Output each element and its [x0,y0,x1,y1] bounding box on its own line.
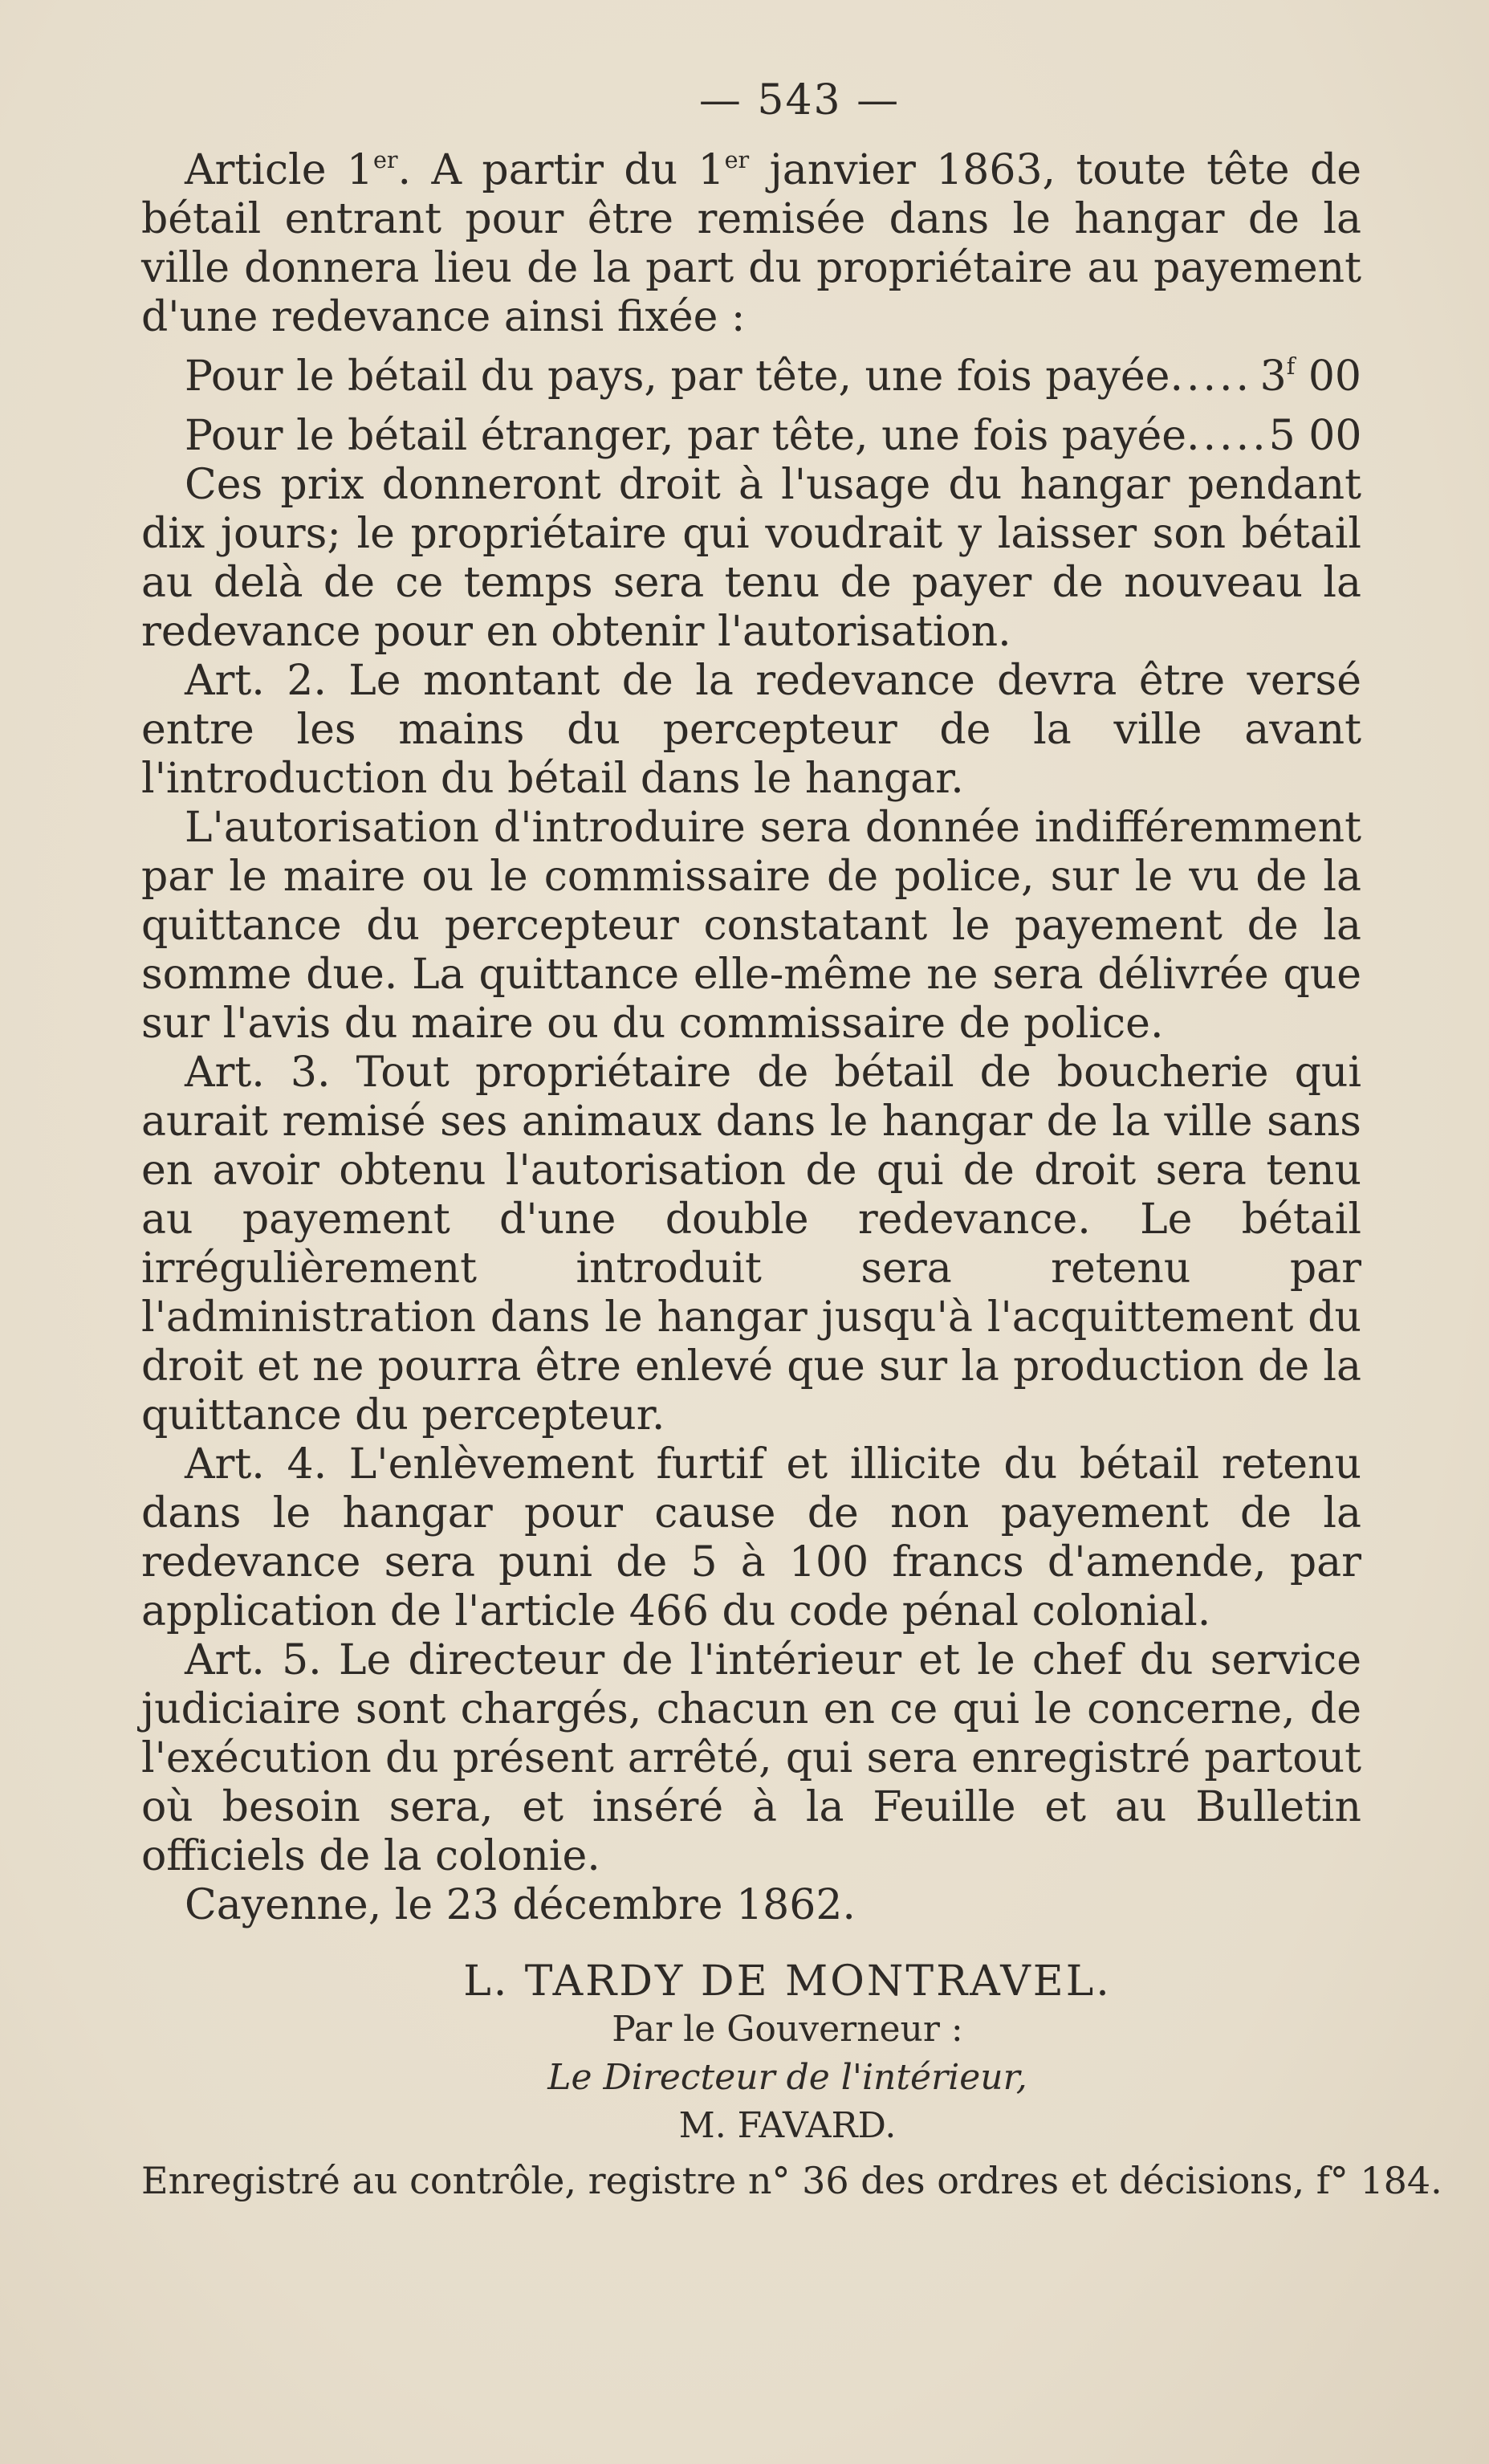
article-1-paragraph [141,136,1361,342]
paragraph-autorisation: L'autorisation d'introduire sera donnée indifféremment par le maire ou le commissaire de police, sur le vu de la quittance du percepteur constatant le payement de la somme due. La quittance elle-même ne sera délivrée que sur l'avis du maire ou du commissaire de police. [141,804,1361,1049]
fee-dots: ..... [1186,412,1269,461]
fee-amount-sup: f [1286,352,1296,381]
article-1-sup-2: er [724,146,750,173]
fee-description: Pour le bétail étranger, par tête, une fois payée [185,412,1186,461]
fee-amount-decimals: 00 [1295,412,1362,461]
paragraph-date: Cayenne, le 23 décembre 1862. [185,1881,856,1930]
fee-amount [1269,401,1362,461]
fee-dots: ..... [1170,352,1253,401]
text-block [141,76,1442,2205]
article-1-prefix: Article 1 [185,146,373,195]
enregistrement-note: Enregistré au contrôle, registre n° 36 des ordres et décisions, f° 184. [141,2159,1442,2203]
governor-signature: L. TARDY DE MONTRAVEL. [463,1957,1112,2006]
page-number-header: — 543 — [698,76,901,124]
par-le-gouverneur: Par le Gouverneur : [612,2009,963,2051]
paragraph-article-5: Art. 5. Le directeur de l'intérieur et le chef du service judiciaire sont chargés, chacun en ce qui le concerne, de l'exécution du présent arrêté, qui sera enregistré partout où besoin sera, et inséré à la Feuille et au Bulletin officiels de la colonie. [141,1636,1361,1881]
paragraph-article-4: Art. 4. L'enlèvement furtif et illicite du bétail retenu dans le hangar pour cause de non payement de la redevance sera puni de 5 à 100 francs d'amende, par application de l'article 466 du code pénal colonial. [141,1440,1361,1636]
director-name: M. FAVARD. [678,2105,897,2147]
article-1-rest: janvier 1863, toute tête de bétail entrant pour être remisée dans le hangar de la ville donnera lieu de la part du propriétaire au payement d'une redevance ainsi fixée : [141,146,1362,342]
paragraph-article-3: Art. 3. Tout propriétaire de bétail de boucherie qui aurait remisé ses animaux dans le hangar de la ville sans en avoir obtenu l'autorisation de qui de droit sera tenu au payement d'une double redevance. Le bétail irrégulièrement introduit sera retenu par l'administration dans le hangar jusqu'à l'acquittement du droit et ne pourra être enlevé que sur la production de la quittance du percepteur. [141,1049,1361,1440]
article-1-mid: . A partir du 1 [397,146,725,195]
fee-amount-number: 5 [1268,412,1296,461]
fee-amount-decimals: 00 [1295,352,1361,401]
fee-amount-number: 3 [1259,352,1287,401]
article-1-sup: er [372,146,398,173]
fee-description: Pour le bétail du pays, par tête, une fois payée [185,352,1170,401]
director-title: Le Directeur de l'intérieur, [547,2057,1027,2099]
fee-amount [1252,342,1361,401]
fee-line-pays [141,342,1361,401]
paragraph-prix: Ces prix donneront droit à l'usage du hangar pendant dix jours; le propriétaire qui voudrait y laisser son bétail au delà de ce temps sera tenu de payer de nouveau la redevance pour en obtenir l'autorisation. [141,461,1361,657]
fee-line-etranger [141,401,1361,461]
paragraph-article-2: Art. 2. Le montant de la redevance devra être versé entre les mains du percepteur de la ville avant l'introduction du bétail dans le hangar. [141,657,1361,804]
